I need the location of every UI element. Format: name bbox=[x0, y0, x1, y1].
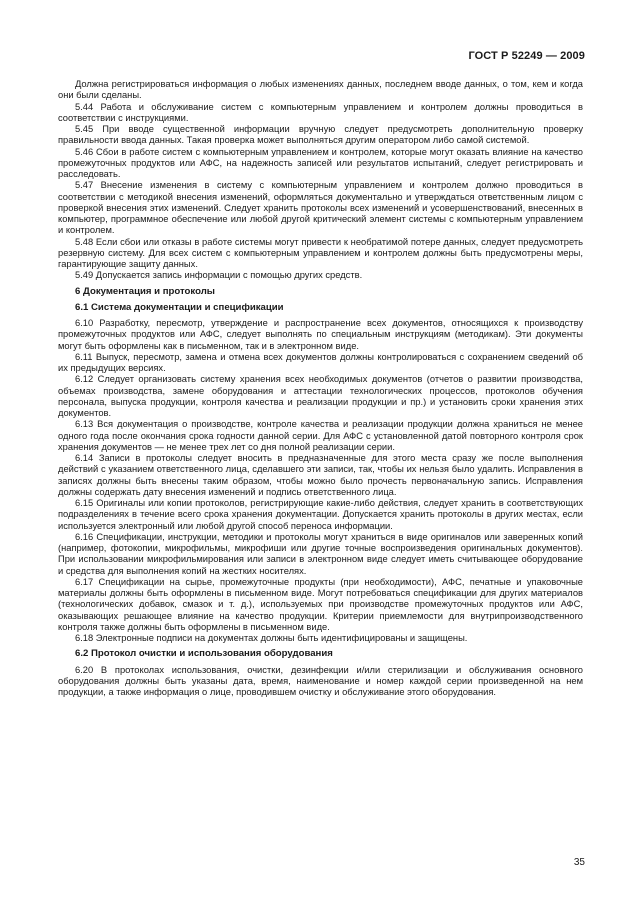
paragraph: 5.45 При вводе существенной информации вручную следует предусмотреть дополнительную проверку правильности ввода данных. Такая проверка может выполняться другим оператором либо самой системой. bbox=[58, 124, 583, 146]
paragraph: 6.18 Электронные подписи на документах должны быть идентифицированы и защищены. bbox=[75, 633, 468, 643]
paragraph: 5.44 Работа и обслуживание систем с компьютерным управлением и контролем должны проводиться в соответствии с инструкциями. bbox=[58, 101, 583, 123]
section-heading: 6 Документация и протоколы bbox=[75, 285, 215, 297]
paragraph: 6.12 Следует организовать систему хранения всех необходимых документов (отчетов о развитии производства, объемах производства, замене оборудования и аттестации технологических процессов, протоколов обучения персонала, выпуска продукции, контроля качества и реализации продукции и пр.) и установить сроки хранения этих документов. bbox=[58, 374, 583, 418]
paragraph: 6.17 Спецификации на сырье, промежуточные продукты (при необходимости), АФС, печатные и упаковочные материалы должны быть оформлены в письменном виде. Могут потребоваться спецификации для других материалов (технологических добавок, смазок и т. д.), используемых при производстве промежуточных продуктов или АФС, оказывающих решающее влияние на качество продукции. Критерии приемлемости для внутрипроизводственного контроля также должны быть оформлены в письменном виде. bbox=[58, 576, 583, 632]
paragraph: 6.16 Спецификации, инструкции, методики и протоколы могут храниться в виде оригиналов или заверенных копий (например, фотокопии, микрофильмы, микрофиши или другие точные воспроизведения оригинальных документов). При использовании микрофильмирования или записи в электронном виде следует иметь считывающее оборудование и средства для выполнения копий на жестких носителях. bbox=[58, 531, 583, 576]
paragraph: 6.10 Разработку, пересмотр, утверждение и распространение всех документов, относящихся к производству промежуточных продуктов или АФС, следует выполнять по специальным инструкциям (методикам). Эти документы могут быть оформлены как в письменном, так и в электронном виде. bbox=[58, 318, 583, 351]
page-number: 35 bbox=[573, 857, 585, 868]
paragraph: 6.13 Вся документация о производстве, контроле качества и реализации продукции должна храниться не менее одного года после окончания срока годности данной серии. Для АФС с установленной датой повторного контроля срок хранения документов — не менее трех лет со дня полной реализации серии. bbox=[58, 419, 583, 452]
standard-header: ГОСТ Р 52249 — 2009 bbox=[468, 50, 585, 62]
paragraph: 5.47 Внесение изменения в систему с компьютерным управлением и контролем должно проводиться в соответствии с методикой внесения изменений, оформляться документально и утверждаться ответственным лицом с проверкой внесения этих изменений. Следует хранить протоколы всех изменений и усовершенствований, внесенных в компьютер, программное обеспечение или любой другой критический элемент системы с компьютерным управлением и контролем. bbox=[58, 180, 583, 236]
paragraph: 5.49 Допускается запись информации с помощью других средств. bbox=[75, 270, 363, 281]
paragraph: 6.15 Оригиналы или копии протоколов, регистрирующие какие-либо действия, следует хранить в соответствующих подразделениях в течение всего срока хранения документации. Допускается хранить протоколы в других местах, если используется электронный или любой другой способ переноса информации. bbox=[58, 498, 583, 531]
paragraph: 6.20 В протоколах использования, очистки, дезинфекции и/или стерилизации и обслуживания основного оборудования должны быть указаны дата, время, наименование и номер каждой серии произведенной на нем продукции, а также информация о лице, проводившем очистку и обслуживание этого оборудования. bbox=[58, 664, 583, 697]
paragraph: 5.48 Если сбои или отказы в работе системы могут привести к необратимой потере данных, следует предусмотреть резервную систему. Для всех систем с компьютерным управлением и контролем должны быть предусмотрены меры, гарантирующие защиту данных. bbox=[58, 236, 583, 269]
paragraph: 6.11 Выпуск, пересмотр, замена и отмена всех документов должны контролироваться с сохранением сведений об их предыдущих версиях. bbox=[58, 351, 583, 373]
paragraph: 5.46 Сбои в работе систем с компьютерным управлением и контролем, которые могут оказать влияние на качество промежуточных продуктов или АФС, на надежность записей или результатов испытаний, следует регистрировать и расследовать. bbox=[58, 146, 583, 179]
section-heading: 6.1 Система документации и спецификации bbox=[75, 301, 284, 313]
section-heading: 6.2 Протокол очистки и использования оборудования bbox=[75, 648, 333, 660]
document-body bbox=[58, 79, 583, 698]
paragraph: 6.14 Записи в протоколы следует вносить в предназначенные для этого места сразу же после выполнения действий с указанием ответственного лица, сделавшего эти записи, так, чтобы их нельзя было удалить. Исправления в записях должны быть внесены таким образом, чтобы можно было прочесть первоначальную запись. Исправления должны содержать дату внесения изменений и подпись ответственного лица. bbox=[58, 453, 583, 497]
paragraph: Должна регистрироваться информация о любых изменениях данных, последнем вводе данных, о том, кем и когда они были сделаны. bbox=[58, 79, 583, 101]
